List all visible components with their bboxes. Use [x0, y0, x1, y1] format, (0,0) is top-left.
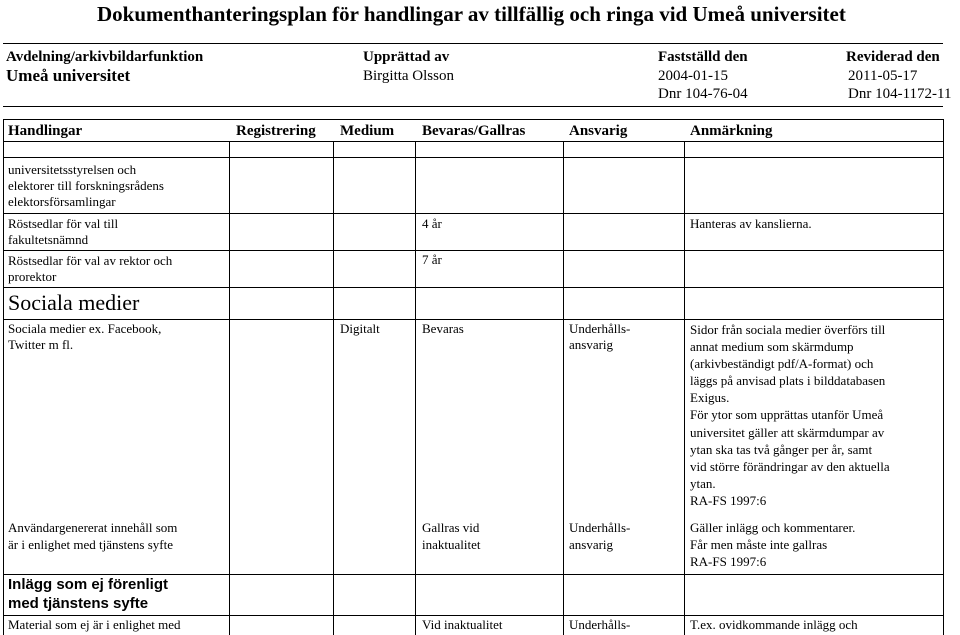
cell-text: universitetsstyrelsen och — [8, 162, 137, 177]
header-dept-label: Avdelning/arkivbildarfunktion — [6, 49, 204, 65]
table-row-elektorer — [8, 162, 164, 210]
header-top-border — [3, 43, 943, 44]
cell-anm-sociala-medier — [690, 321, 890, 509]
table-row-material: Material som ej är i enlighet med — [8, 617, 181, 632]
grid-row-line — [3, 319, 944, 320]
note-line: ytan ska tas två gånger per år, samt — [690, 441, 873, 457]
note-line: (arkivbeständigt pdf/A-format) och — [690, 356, 874, 372]
header-approved-label: Fastställd den — [658, 49, 748, 65]
cell-text: prorektor — [8, 269, 57, 284]
cell-bevaras-gallras — [422, 519, 480, 553]
note-line: läggs på anvisad plats i bilddatabasen — [690, 373, 886, 389]
table-row-fakultetsnamnd — [8, 216, 118, 248]
grid-right-border — [943, 141, 944, 635]
table-row-anvandargenererat — [8, 519, 177, 553]
note-line: För ytor som upprättas utanför Umeå — [690, 407, 884, 423]
note-line: annat medium som skärmdump — [690, 339, 854, 355]
column-header-right-border — [943, 119, 944, 142]
grid-col-divider-4 — [563, 141, 564, 635]
header-revised-date: 2011-05-17 — [848, 68, 918, 84]
cell-ansvarig: Underhålls- — [569, 617, 631, 632]
cell-text: ansvarig — [569, 337, 614, 352]
cell-text: Röstsedlar för val till — [8, 216, 119, 231]
column-header-left-border — [3, 119, 4, 142]
note-line: RA-FS 1997:6 — [690, 492, 767, 508]
cell-anm-anvandargenererat — [690, 519, 855, 570]
header-revised-dnr: Dnr 104-1172-11 — [848, 86, 952, 102]
header-approved-dnr: Dnr 104-76-04 — [658, 86, 748, 102]
cell-ansvarig — [569, 519, 630, 553]
note-line: universitet gäller att skärmdumpar av — [690, 424, 885, 440]
grid-col-divider-1 — [229, 141, 230, 635]
grid-row-line — [3, 287, 944, 288]
header-bottom-border — [3, 106, 943, 107]
note-line: ytan. — [690, 475, 716, 491]
col-medium: Medium — [340, 123, 395, 139]
table-row-sociala-medier — [8, 321, 161, 353]
cell-text: är i enlighet med tjänstens syfte — [8, 537, 173, 552]
cell-bevaras-4ar: 4 år — [422, 216, 442, 231]
note-line: Får men måste inte gallras — [690, 537, 828, 552]
col-registrering: Registrering — [236, 123, 316, 139]
cell-text: inaktualitet — [422, 537, 481, 552]
cell-text: ansvarig — [569, 537, 614, 552]
note-line: Gäller inlägg och kommentarer. — [690, 520, 856, 535]
cell-text: Underhålls- — [569, 520, 631, 535]
cell-text: Gallras vid — [422, 520, 480, 535]
grid-row-line — [3, 157, 944, 158]
cell-bevaras-inaktualitet: Vid inaktualitet — [422, 617, 503, 632]
heading-line: med tjänstens syfte — [8, 595, 149, 612]
cell-anm-ovidkommande: T.ex. ovidkommande inlägg och — [690, 617, 858, 632]
col-ansvarig: Ansvarig — [569, 123, 628, 139]
cell-ansvarig — [569, 321, 630, 353]
grid-row-line — [3, 615, 944, 616]
header-dept-value: Umeå universitet — [6, 66, 131, 85]
cell-text: fakultetsnämnd — [8, 232, 89, 247]
cell-medium-digitalt: Digitalt — [340, 321, 380, 336]
grid-col-divider-3 — [415, 141, 416, 635]
cell-text: Underhålls- — [569, 321, 631, 336]
header-created-value: Birgitta Olsson — [363, 68, 454, 84]
header-created-label: Upprättad av — [363, 49, 450, 65]
cell-text: elektorsförsamlingar — [8, 194, 116, 209]
cell-text: elektorer till forskningsrådens — [8, 178, 164, 193]
cell-text: Röstsedlar för val av rektor och — [8, 253, 173, 268]
col-handlingar: Handlingar — [8, 123, 83, 139]
grid-col-divider-2 — [333, 141, 334, 635]
col-bevaras: Bevaras/Gallras — [422, 123, 526, 139]
note-line: vid större förändringar av den aktuella — [690, 458, 890, 474]
note-line: Sidor från sociala medier överförs till — [690, 322, 886, 337]
grid-left-border — [3, 141, 4, 635]
column-header-bottom-border — [3, 141, 944, 142]
cell-text: Användargenererat innehåll som — [8, 520, 178, 535]
grid-row-line — [3, 250, 944, 251]
heading-line: Inlägg som ej förenligt — [8, 576, 169, 593]
cell-text: Sociala medier ex. Facebook, — [8, 321, 162, 336]
header-revised-label: Reviderad den — [846, 49, 940, 65]
column-header-top-border — [3, 119, 944, 120]
section-heading-inlagg — [8, 575, 168, 613]
grid-col-divider-5 — [684, 141, 685, 635]
cell-text: Twitter m fl. — [8, 337, 74, 352]
cell-anm-kanslier: Hanteras av kanslierna. — [690, 216, 812, 231]
section-heading-sociala-medier: Sociala medier — [8, 290, 140, 315]
page-title: Dokumenthanteringsplan för handlingar av tillfällig och ringa vid Umeå universitet — [97, 2, 846, 26]
cell-bevaras-7ar: 7 år — [422, 252, 442, 267]
note-line: Exigus. — [690, 390, 730, 406]
table-row-rektor — [8, 253, 172, 285]
grid-row-line — [3, 213, 944, 214]
note-line: RA-FS 1997:6 — [690, 554, 767, 569]
header-approved-date: 2004-01-15 — [658, 68, 728, 84]
cell-bevaras: Bevaras — [422, 321, 464, 336]
col-anmarkning: Anmärkning — [690, 123, 773, 139]
